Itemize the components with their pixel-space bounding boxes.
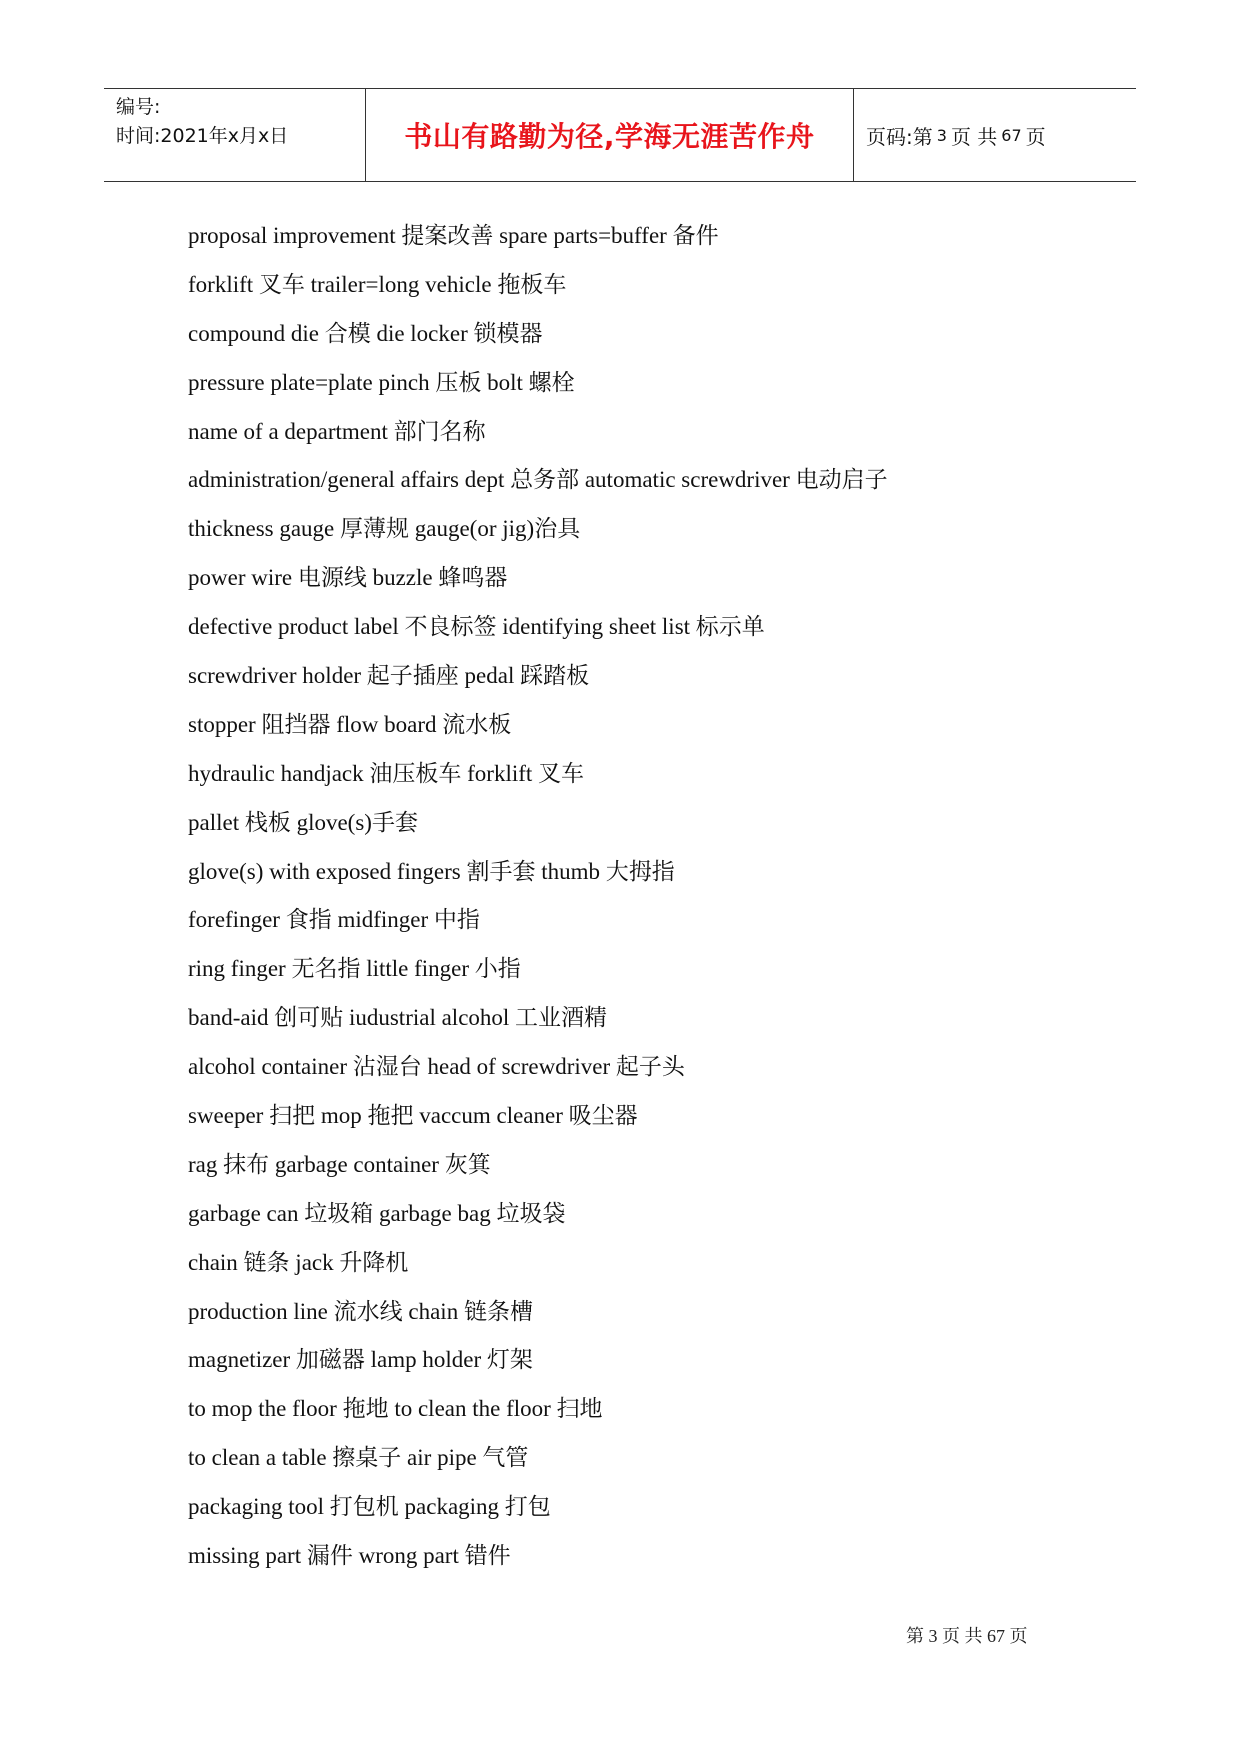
vocabulary-entry: rag 抹布 garbage container 灰箕	[188, 1151, 491, 1177]
page-header	[104, 88, 1136, 182]
header-page-total: 67	[1001, 125, 1022, 145]
page-footer	[906, 1622, 1028, 1648]
vocabulary-entry: stopper 阻挡器 flow board 流水板	[188, 711, 512, 737]
vocabulary-entry: forefinger 食指 midfinger 中指	[188, 907, 480, 933]
vocabulary-entry: sweeper 扫把 mop 拖把 vaccum cleaner 吸尘器	[188, 1103, 638, 1129]
vocabulary-entry: pressure plate=plate pinch 压板 bolt 螺栓	[188, 369, 575, 395]
vocabulary-entry: chain 链条 jack 升降机	[188, 1249, 409, 1275]
header-page-current: 3	[936, 125, 947, 145]
vocabulary-entry: compound die 合模 die locker 锁模器	[188, 320, 543, 346]
vocabulary-entry: magnetizer 加磁器 lamp holder 灯架	[188, 1347, 533, 1373]
vocabulary-entry: to clean a table 擦桌子 air pipe 气管	[188, 1445, 529, 1471]
vocabulary-entry: production line 流水线 chain 链条槽	[188, 1298, 533, 1324]
vocabulary-entry: power wire 电源线 buzzle 蜂鸣器	[188, 565, 508, 591]
vocabulary-entry: garbage can 垃圾箱 garbage bag 垃圾袋	[188, 1200, 566, 1226]
vocabulary-entry: hydraulic handjack 油压板车 forklift 叉车	[188, 760, 585, 786]
header-page-suffix: 页	[1025, 124, 1046, 149]
header-motto-cell	[366, 89, 854, 181]
vocabulary-entry: screwdriver holder 起子插座 pedal 踩踏板	[188, 663, 590, 689]
vocabulary-entry: administration/general affairs dept 总务部 automatic screwdriver 电动启子	[188, 467, 888, 493]
header-motto: 书山有路勤为径,学海无涯苦作舟	[404, 120, 815, 153]
vocabulary-entry: glove(s) with exposed fingers 割手套 thumb 大拇指	[188, 858, 675, 884]
vocabulary-entry: defective product label 不良标签 identifying sheet list 标示单	[188, 614, 765, 640]
vocabulary-list	[188, 216, 1088, 1585]
header-page-prefix: 页码:第	[866, 124, 933, 149]
vocabulary-entry: pallet 栈板 glove(s)手套	[188, 809, 418, 835]
vocabulary-entry: proposal improvement 提案改善 spare parts=buffer 备件	[188, 223, 719, 248]
header-page-cell	[854, 89, 1136, 181]
vocabulary-entry: ring finger 无名指 little finger 小指	[188, 956, 521, 982]
footer-page-number: 第 3 页 共 67 页	[906, 1626, 1028, 1646]
vocabulary-entry: thickness gauge 厚薄规 gauge(or jig)治具	[188, 516, 581, 542]
vocabulary-entry: alcohol container 沾湿台 head of screwdriver 起子头	[188, 1054, 685, 1080]
vocabulary-entry: to mop the floor 拖地 to clean the floor 扫地	[188, 1396, 603, 1422]
header-page-middle: 页 共	[950, 124, 998, 149]
vocabulary-entry: missing part 漏件 wrong part 错件	[188, 1543, 511, 1569]
header-meta-cell	[104, 89, 366, 181]
vocabulary-entry: packaging tool 打包机 packaging 打包	[188, 1494, 551, 1520]
document-time-label: 时间:2021年x月x日	[116, 125, 289, 147]
vocabulary-entry: name of a department 部门名称	[188, 418, 486, 444]
document-number-label: 编号:	[116, 96, 161, 118]
vocabulary-entry: forklift 叉车 trailer=long vehicle 拖板车	[188, 271, 567, 297]
vocabulary-entry: band-aid 创可贴 iudustrial alcohol 工业酒精	[188, 1005, 608, 1031]
